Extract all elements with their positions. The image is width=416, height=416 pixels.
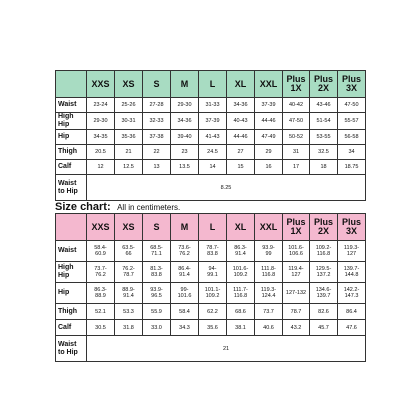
table-cell: 34-36 [227,98,255,113]
table-cell: 29-30 [87,113,115,130]
table-cell: 34 [338,145,366,160]
table-cell: 21 [87,336,366,362]
table-cell: 78.7 [283,304,310,320]
table-row [56,130,366,145]
table-cell: 30.5 [87,320,115,336]
table-cell: 34-36 [171,113,199,130]
table-cell: 23-24 [87,98,115,113]
size-chart-note: All in centimeters. [117,203,181,212]
table-cell: 53.3 [115,304,143,320]
table-cell: 35.6 [199,320,227,336]
table-cell: 81.3- 83.8 [143,262,171,283]
table-cell: 18.75 [338,160,366,175]
table-row [56,304,366,320]
header-cell: L [199,71,227,98]
size-chart-heading: Size chart: [55,201,111,213]
table-cell: 40-43 [227,113,255,130]
table-cell: 51-54 [310,113,338,130]
table-cell: 12 [87,160,115,175]
table-cell: 119.3- 127 [338,241,366,262]
header-cell: S [143,71,171,98]
table-cell: 27-28 [143,98,171,113]
header-cell: S [143,214,171,241]
table-cell: 43.2 [283,320,310,336]
table-cell: 25-26 [115,98,143,113]
table-cell: 56-58 [338,130,366,145]
row-label: Waist to Hip [56,175,87,201]
table-cell: 14 [199,160,227,175]
table-cell: 50-52 [283,130,310,145]
table-row [56,113,366,130]
table-cell: 43-46 [310,98,338,113]
table-cell: 44-46 [227,130,255,145]
table-cell: 119.4- 127 [283,262,310,283]
table-row [56,283,366,304]
table-cell: 53-55 [310,130,338,145]
header-cell: M [171,71,199,98]
table-cell: 18 [310,160,338,175]
table-cell: 21 [115,145,143,160]
row-label: Calf [56,160,87,175]
table-cell: 86.4 [338,304,366,320]
table-cell: 82.6 [310,304,338,320]
table-cell: 99- 101.6 [171,283,199,304]
table-cell: 47-50 [283,113,310,130]
table-row [56,336,366,362]
table-cell: 88.9- 91.4 [115,283,143,304]
header-cell: Plus 1X [283,214,310,241]
table-cell: 58.4- 60.9 [87,241,115,262]
table-cell: 86.3- 88.9 [87,283,115,304]
table-cell: 93.9- 96.5 [143,283,171,304]
table-cell: 22 [143,145,171,160]
header-cell: XL [227,71,255,98]
table-cell: 55-57 [338,113,366,130]
table-cell: 68.5- 71.1 [143,241,171,262]
header-cell: Plus 2X [310,214,338,241]
table-cell: 20.5 [87,145,115,160]
table-cell: 86.4- 91.4 [171,262,199,283]
header-cell: Plus 3X [338,71,366,98]
inch-size-table [55,70,366,201]
table-cell: 142.2- 147.3 [338,283,366,304]
table-cell: 39-40 [171,130,199,145]
table-cell: 33.0 [143,320,171,336]
table-cell: 37-39 [255,98,283,113]
table-cell: 41-43 [199,130,227,145]
table-cell: 101.6- 106.6 [283,241,310,262]
table-cell: 58.4 [171,304,199,320]
table-cell: 31.8 [115,320,143,336]
table-cell: 17 [283,160,310,175]
table-cell: 94- 99.1 [199,262,227,283]
table-cell: 47.6 [338,320,366,336]
row-label: High Hip [56,262,87,283]
table-cell: 86.3- 91.4 [227,241,255,262]
table-cell: 40-42 [283,98,310,113]
table-cell: 109.2- 116.8 [310,241,338,262]
table-cell: 32-33 [143,113,171,130]
table-cell: 129.5- 137.2 [310,262,338,283]
table-cell: 13.5 [171,160,199,175]
table-cell: 55.9 [143,304,171,320]
header-cell: L [199,214,227,241]
row-label: Waist [56,98,87,113]
table-cell: 15 [227,160,255,175]
table-cell: 38.1 [227,320,255,336]
table-cell: 76.2- 78.7 [115,262,143,283]
row-label: High Hip [56,113,87,130]
row-label: Calf [56,320,87,336]
table-cell: 29 [255,145,283,160]
table-cell: 16 [255,160,283,175]
table-cell: 111.7- 116.8 [227,283,255,304]
table-cell: 37-39 [199,113,227,130]
table-cell: 73.6- 76.2 [171,241,199,262]
table-cell: 93.9- 99 [255,241,283,262]
header-row [56,214,366,241]
row-label: Thigh [56,304,87,320]
header-cell: XXL [255,71,283,98]
table-cell: 23 [171,145,199,160]
header-cell: Plus 3X [338,214,366,241]
header-cell: Plus 2X [310,71,338,98]
table-cell: 101.6- 109.2 [227,262,255,283]
size-chart-title [55,197,180,211]
table-cell: 47-50 [338,98,366,113]
table-cell: 34-35 [87,130,115,145]
header-cell [56,71,87,98]
table-cell: 52.1 [87,304,115,320]
table-cell: 24.5 [199,145,227,160]
header-cell: XL [227,214,255,241]
table-cell: 47-49 [255,130,283,145]
table-cell: 30-31 [115,113,143,130]
table-cell: 8.25 [87,175,366,201]
header-cell: XS [115,214,143,241]
table-cell: 35-36 [115,130,143,145]
header-cell [56,214,87,241]
table-cell: 44-46 [255,113,283,130]
table-cell: 139.7- 144.8 [338,262,366,283]
table-cell: 111.8- 116.8 [255,262,283,283]
table-row [56,241,366,262]
row-label: Waist [56,241,87,262]
header-cell: XXS [87,214,115,241]
table-row [56,145,366,160]
cm-size-table [55,213,366,362]
table-cell: 45.7 [310,320,338,336]
header-cell: M [171,214,199,241]
header-cell: Plus 1X [283,71,310,98]
table-cell: 78.7- 83.8 [199,241,227,262]
header-cell: XS [115,71,143,98]
row-label: Waist to Hip [56,336,87,362]
table-cell: 13 [143,160,171,175]
table-cell: 12.5 [115,160,143,175]
row-label: Hip [56,283,87,304]
table-cell: 73.7 [255,304,283,320]
table-cell: 40.6 [255,320,283,336]
table-row [56,320,366,336]
table-cell: 119.3- 124.4 [255,283,283,304]
table-cell: 31-33 [199,98,227,113]
table-cell: 127-132 [283,283,310,304]
table-row [56,98,366,113]
row-label: Thigh [56,145,87,160]
table-cell: 37-38 [143,130,171,145]
table-cell: 73.7- 76.2 [87,262,115,283]
header-cell: XXL [255,214,283,241]
table-cell: 134.6- 139.7 [310,283,338,304]
table-row [56,160,366,175]
table-cell: 101.1- 109.2 [199,283,227,304]
table-cell: 63.5- 66 [115,241,143,262]
table-cell: 68.6 [227,304,255,320]
header-row [56,71,366,98]
header-cell: XXS [87,71,115,98]
row-label: Hip [56,130,87,145]
table-cell: 29-30 [171,98,199,113]
table-cell: 31 [283,145,310,160]
table-cell: 62.2 [199,304,227,320]
table-cell: 27 [227,145,255,160]
table-cell: 34.3 [171,320,199,336]
table-cell: 32.5 [310,145,338,160]
table-row [56,262,366,283]
